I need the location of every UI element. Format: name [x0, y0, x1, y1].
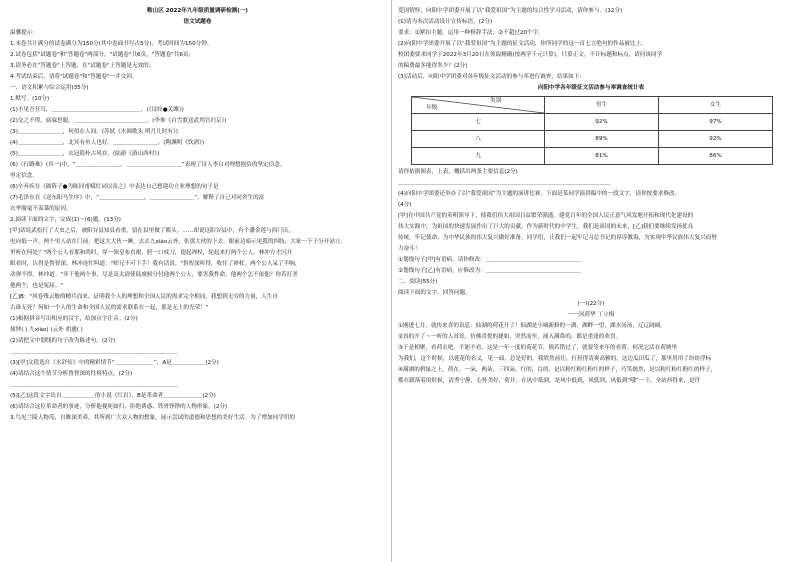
text-line: 伟大实践中，为祖国的快速发展作出了巨大的贡献。作为新时代的中学生，我们是祖国的未来，[乙]我们要继续发扬优良 [398, 224, 694, 230]
text-line: (4)请结合这个情节分析鲁智深的性格特点。(2分) [10, 371, 133, 377]
text-line: (3)[甲]文段选自《水浒传》中的精彩情节“＿＿＿＿＿＿＿”，A是＿＿＿＿＿＿(2分) [10, 360, 219, 366]
table-row [412, 114, 773, 131]
header-male: 男生 [545, 97, 659, 114]
subject-title: 语文试题卷 [183, 19, 212, 25]
text-line: (6)辛弃疾在《破阵子●为陈同甫赋壮词以寄之》中表达自己想建功立业理想的句子是 [10, 184, 219, 190]
text-line: (5)[乙]这段文字出自＿＿＿＿＿＿的小说《红岩》，B是革命者＿＿＿＿＿＿＿(2分) [10, 393, 216, 399]
right-bottom-lines [398, 167, 784, 299]
text-line: [甲]在中国共产党的英明领导下，使我们伟大祖国日益繁荣强盛。建党百年的全国人民正意气风发地开拓和现代化建设的 [398, 213, 694, 219]
table-row [412, 148, 773, 165]
text-line: 传统，牢记使命，为中华民族的伟大复兴做好准备。同学们，让我们一起牢记习总书记的谆谆教诲，为实现中华民族伟大复兴而努 [398, 235, 717, 241]
text-line: 1.本卷共计满分的试卷满分为150分(其中卷面书写占5分)，考试时间为150分钟。 [10, 41, 213, 47]
text-line: (2)向阳中学团委开展了以“我爱祖国”为主题的征文活动，你所同学的这一首七言绝句的作品被比上， [398, 41, 647, 47]
exam-header: 鞍山区 2022年九年级质量调研检测(一) [147, 8, 248, 14]
text-line: (3)＿＿＿＿＿＿＿＿，何似在人间。(苏轼《水调歌头.明月几时有》) [10, 129, 178, 135]
text-line: (2)请把文中划线的句子改为陈述句。(2分) [10, 338, 116, 344]
text-line: (1)请为本次活动设计宣传标语。(2分) [398, 19, 493, 25]
text-line: 力奋斗！ [398, 246, 421, 252]
text-line: (1)不见吾狂耳，＿＿＿＿＿＿＿＿＿＿＿＿＿＿＿＿。(《诗经●关雎》) [10, 107, 184, 113]
text-line: 动弹不得。林冲道："非干他两个事，尽是高太尉使陆虞候分付他两个公人，要害我性命，他两个怎不依他？你若打杀 [10, 272, 298, 278]
text-line: 请你依据图表，上表，概括出两条主要信息(2分) [398, 169, 518, 175]
reading-section-label: (一)(22分) [577, 301, 605, 307]
corner-bottom-label: 年级 [426, 105, 438, 111]
text-line: 电向低一声，两个男人站在门前，把这大大伙一睡，去去九xiào云外，张那大伙的下去，眼前边暗示见我的四肢，大家一下子分开站立。 [10, 239, 347, 245]
paragraph-line: 都在跟落着的时候，清秀宁静，心怀美好，荷开，在风中低到，是风中低到，风低到，风低到“哦”一下，全站抖得来，是许 [398, 378, 701, 384]
text-line: ＿＿＿＿＿＿＿＿＿＿＿＿＿＿＿＿＿＿＿＿＿＿＿＿＿＿＿＿＿＿＿＿＿＿＿＿＿＿ [398, 180, 611, 186]
text-line: ①划线句子[甲]有语病，请你修改：＿＿＿＿＿＿＿＿＿＿＿＿＿＿＿＿＿ [398, 257, 581, 263]
left-lines [10, 28, 385, 424]
text-line: ＿＿＿＿＿＿＿＿＿＿＿＿＿＿＿＿＿＿＿＿＿＿＿＿＿＿＿＿＿＿ [10, 382, 178, 388]
text-line: (2)交之不得，寤寐思服。＿＿＿＿＿＿＿＿＿＿＿＿＿。(李参《白雪歌送武判官归京》) [10, 118, 227, 124]
text-line: ＿＿＿＿＿＿＿＿＿＿＿＿＿＿＿＿＿＿＿＿＿＿＿＿＿＿＿＿＿＿ [10, 349, 178, 355]
text-line: 的稿费最多能得多少？(2分) [398, 63, 468, 69]
text-line: 1.默写。(10分) [10, 96, 50, 102]
text-line: (6)《行路难》(其一)中，“＿＿＿＿＿＿＿＿，＿＿＿＿＿＿＿＿＿＿”表现了诗人李白对理想抱负的坚定信念。 [10, 162, 286, 168]
text-line: ②划线句子[乙]有语病，应修改为：＿＿＿＿＿＿＿＿＿＿＿＿＿＿＿＿＿ [398, 268, 581, 274]
table-corner-cell [412, 97, 545, 114]
text-line: (4)＿＿＿＿＿＿＿＿，北冥有鱼人也好。＿＿＿＿＿＿＿＿。(陶渊明《饮酒》) [10, 140, 205, 146]
participation-table [411, 96, 773, 165]
text-line: (6)请结合这位革命者的事迹，分析他视死如归、拒绝诱惑、铁骨铮铮的人物形象。(2分) [10, 404, 228, 410]
paragraph-line: ④满湖的碧绿之上，荷在，一朵，两朵，三四朵，红的，白的，是以粉红粉红粉红的样子，巧笑嫣然，是以粉红粉红粉红的样子， [398, 367, 717, 373]
female-cell: 97% [659, 114, 773, 131]
text-line: 古谁无死？何如一个人的生命和全国人民的需求联系在一起，那是无上的光荣！" [10, 305, 209, 311]
right-column [398, 6, 784, 387]
text-line: [乙]B："风卷残云般的精兵而来，证明我个人的理想和全国人民的需求完全相同，我想到无穷的力量，人生自 [10, 294, 279, 300]
text-line: 2.阅读下面的文字，完成(1)～(6)题。(13分) [10, 217, 121, 223]
female-cell: 92% [659, 131, 773, 148]
text-line: 阅读下面的文字，回答问题。 [398, 290, 471, 296]
text-line: (4)向阳中学团委还举办了以“我爱祖国”为主题的演讲比赛，下面是某同学演讲稿中的一段文字，请你按要求修改。 [398, 191, 681, 197]
paragraph-line: 为我们，这个时候，以莲花的名义，见一面，总是好的。我欣然前往，打扮得清爽高雅的。这边瓜田瓜了，那里用用了纷纷浮标 [398, 356, 712, 362]
text-line: (1)根据拼音写出相应的汉字，给加点字注音。(2分) [10, 316, 138, 322]
text-line: 温馨提示： [10, 30, 38, 36]
male-cell: 92% [545, 114, 659, 131]
column-divider [391, 0, 392, 562]
text-line: 一、语文积累与综合运用(35分) [10, 85, 89, 91]
text-line: 3.请务必在"答题卷"上答题，在"试题卷"上答题是无效的； [10, 63, 155, 69]
male-cell: 81% [545, 148, 659, 165]
text-line: (4分) [398, 202, 412, 208]
text-line: 校团委要求同学于2022年3月20日在领取精确(按两学千元计算)，只算正文，不计标题和标点，请问该同学 [398, 52, 663, 58]
text-line: 要求：①紧扣主题，运用一种修辞手法；②不超过20个字。 [398, 30, 544, 36]
text-line: 坚定信念。 [10, 173, 38, 179]
reading-title: 一一风荷华 丁立梅 [567, 312, 615, 318]
text-line: (7)毛泽东在《送东阳马生序》中，“＿＿＿＿＿＿＿＿，＿＿＿＿＿＿＿＿”，解释了自己对同舍生的富 [10, 195, 265, 201]
text-line: 眼看时，认得是鲁智深。林冲连忙叫道："师兄不可下手！我有话说。"鲁智深听得，收住了禅杖。两个公人呆了半晌， [10, 261, 301, 267]
reading-paragraphs [398, 321, 784, 387]
text-line: [甲]话说武松打了大虫之后，被阳谷县知县看重，留在县里做了都头。……却说这阳谷县中，有个潘金莲与西门庆， [10, 228, 295, 234]
text-line: 撞钟( ) 九xiào( )云外 胡邈( ) [10, 327, 83, 333]
female-cell: 86% [659, 148, 773, 165]
grade-cell: 八 [412, 131, 545, 148]
text-line: 爱国情怀，向阳中学团委开展了以“我爱祖国”为主题的综合性学习活动，请你参与。(12分) [398, 8, 623, 14]
text-line: (5)＿＿＿＿＿＿＿＿，衣冠简朴古风存。(陆游《游山西村》) [10, 151, 160, 157]
table-header-row [412, 97, 773, 114]
text-line: 3.鸟见兰陵人物茂，自睢深美养，其所到广大众人物的想象，展示尝试的道德和思想的美好生活。为了增加同学们的 [10, 415, 296, 421]
paragraph-line: ①刚进七月，就传来喜的讯息：仙湖的荷花开了！仙湖是小城新修的一湖，湖畔一望，湖水汤汤，辽辽阔阔。 [398, 323, 666, 329]
grade-cell: 七 [412, 114, 545, 131]
header-female: 女生 [659, 97, 773, 114]
text-line: 二、阅读(55分) [398, 279, 438, 285]
text-line: 2.试卷包括"试题卷"和"答题卷"两部分，"试题卷"共6页，"答题卷"共6页； [10, 52, 195, 58]
grade-cell: 九 [412, 148, 545, 165]
table-title: 向阳中学各年级征文活动参与率调查统计表 [537, 85, 645, 91]
corner-top-label: 类别 [490, 98, 502, 104]
male-cell: 89% [545, 131, 659, 148]
paragraph-line: ③于是相聚，看荷去吧。不能不看，这是一年一度的荷花节，倘若错过了，就要等来年的看荷。何况它活在荷塘里 [398, 345, 678, 351]
table-row [412, 131, 773, 148]
left-column [10, 6, 385, 424]
right-top-lines [398, 6, 784, 83]
paragraph-line: ②真的开了～一听的人耸耸，仿佛喜悦的捷如，突然而至，涌入满鼻的，都是重逢的欢喜。 [398, 334, 622, 340]
text-line: 衣华服毫不羡慕的原因。 [10, 206, 72, 212]
text-line: (3)活动后，向阳中学团委对各年级征文活动的参与率进行调查，结果如下： [398, 74, 585, 80]
text-line: 4.考试结束后，请将"试题卷"和"答题卷"一并交回。 [10, 74, 138, 80]
text-line: 里听在何处？"两个公人看那和尚时，穿一领皂布直裰，胯一口戒刀，提起禅杖，轮起来打两个公人。林冲方才闪开 [10, 250, 293, 256]
text-line: 他两个，也是冤屈。" [10, 283, 63, 289]
